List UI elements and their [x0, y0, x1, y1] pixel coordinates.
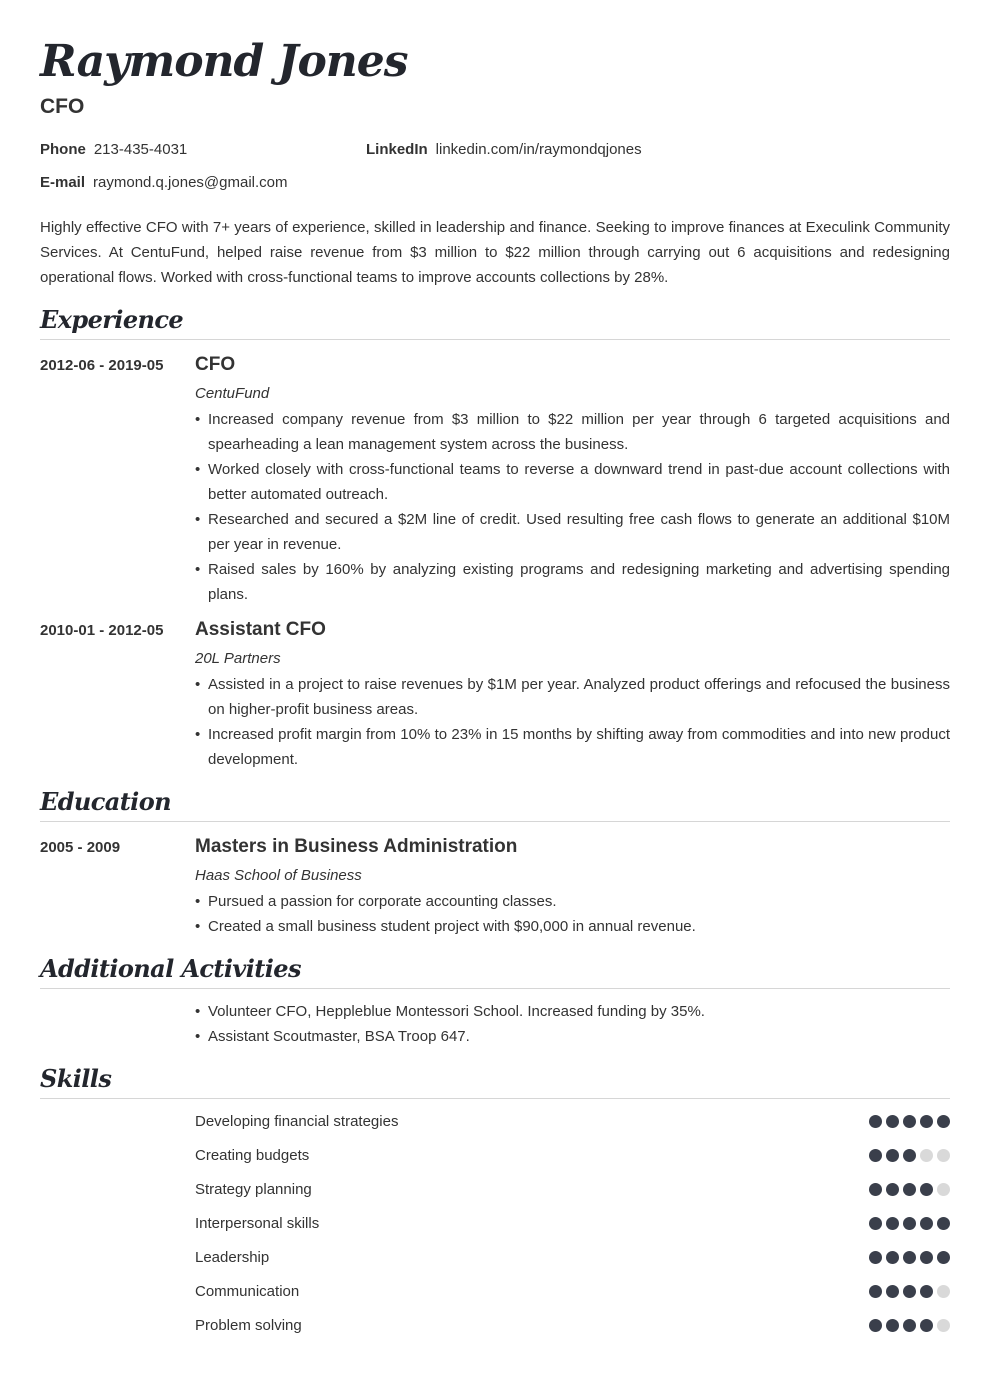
rating-dot-filled — [886, 1319, 899, 1332]
section-title-activities: Additional Activities — [40, 954, 301, 983]
skill-row — [195, 1180, 950, 1200]
rating-dot-filled — [920, 1183, 933, 1196]
skill-row — [195, 1112, 950, 1132]
rating-dot-filled — [903, 1217, 916, 1230]
skill-rating — [865, 1319, 950, 1333]
rating-dot-empty — [920, 1149, 933, 1162]
section-divider — [40, 821, 950, 822]
rating-dot-filled — [920, 1319, 933, 1332]
rating-dot-filled — [937, 1251, 950, 1264]
profile-summary: Highly effective CFO with 7+ years of experience, skilled in leadership and finance. Seeking to improve finances at Execulink Community Services. At CentuFund, helped raise revenue from $3 million to $22 million through carrying out 6 acquisitions and redesigning operational flows. Worked with cross-functional teams to improve accounts collections by 28%. — [40, 219, 950, 286]
experience-company: CentuFund — [195, 385, 270, 402]
rating-dot-filled — [903, 1115, 916, 1128]
list-item: • Created a small business student project with $90,000 in annual revenue. — [195, 914, 950, 939]
experience-dates: 2010-01 - 2012-05 — [40, 622, 164, 639]
education-degree: Masters in Business Administration — [195, 836, 518, 857]
list-item: • Volunteer CFO, Heppleblue Montessori School. Increased funding by 35%. — [195, 999, 950, 1024]
phone-value: 213-435-4031 — [93, 141, 188, 158]
experience-company: 20L Partners — [195, 650, 281, 667]
section-divider — [40, 339, 950, 340]
rating-dot-filled — [869, 1183, 882, 1196]
skill-rating — [865, 1251, 950, 1265]
experience-role: Assistant CFO — [195, 619, 326, 640]
contact-email — [40, 173, 288, 193]
list-item: • Researched and secured a $2M line of credit. Used resulting free cash flows to generate an additional $10M per year in revenue. — [195, 507, 950, 557]
skill-row — [195, 1146, 950, 1166]
list-item: • Pursued a passion for corporate accounting classes. — [195, 889, 950, 914]
rating-dot-filled — [903, 1149, 916, 1162]
list-item: • Assisted in a project to raise revenues by $1M per year. Analyzed product offerings and refocused the business on higher-profit business areas. — [195, 672, 950, 722]
experience-bullets — [195, 672, 950, 772]
email-label: E-mail — [40, 174, 86, 191]
candidate-title: CFO — [40, 95, 85, 118]
rating-dot-filled — [886, 1285, 899, 1298]
rating-dot-filled — [886, 1115, 899, 1128]
skill-rating — [865, 1285, 950, 1299]
skill-name: Problem solving — [195, 1317, 302, 1334]
phone-label: Phone — [40, 141, 86, 158]
list-item: • Increased company revenue from $3 million to $22 million per year through 6 targeted acquisitions and spearheading a lean management system across the business. — [195, 407, 950, 457]
activities-bullets — [195, 999, 950, 1049]
skill-name: Strategy planning — [195, 1181, 312, 1198]
rating-dot-filled — [903, 1183, 916, 1196]
rating-dot-filled — [869, 1149, 882, 1162]
rating-dot-filled — [920, 1285, 933, 1298]
experience-bullets — [195, 407, 950, 607]
skill-name: Interpersonal skills — [195, 1215, 320, 1232]
experience-dates: 2012-06 - 2019-05 — [40, 357, 164, 374]
rating-dot-filled — [903, 1319, 916, 1332]
section-divider — [40, 1098, 950, 1099]
section-title-education: Education — [40, 787, 171, 816]
rating-dot-filled — [869, 1251, 882, 1264]
list-item: • Worked closely with cross-functional teams to reverse a downward trend in past-due account collections with better automated outreach. — [195, 457, 950, 507]
skill-row — [195, 1282, 950, 1302]
list-item: • Increased profit margin from 10% to 23% in 15 months by shifting away from commodities and into new product development. — [195, 722, 950, 772]
education-dates: 2005 - 2009 — [40, 839, 121, 856]
rating-dot-filled — [886, 1183, 899, 1196]
skill-rating — [865, 1115, 950, 1129]
list-item: • Assistant Scoutmaster, BSA Troop 647. — [195, 1024, 950, 1049]
rating-dot-empty — [937, 1319, 950, 1332]
skill-name: Creating budgets — [195, 1147, 310, 1164]
education-bullets — [195, 889, 950, 939]
linkedin-label: LinkedIn — [366, 141, 428, 158]
education-school: Haas School of Business — [195, 867, 362, 884]
skill-name: Developing financial strategies — [195, 1113, 399, 1130]
skill-rating — [865, 1149, 950, 1163]
rating-dot-filled — [886, 1149, 899, 1162]
experience-role: CFO — [195, 354, 236, 375]
section-divider — [40, 988, 950, 989]
rating-dot-filled — [920, 1115, 933, 1128]
skill-row — [195, 1214, 950, 1234]
rating-dot-filled — [920, 1251, 933, 1264]
contact-linkedin — [366, 140, 642, 160]
list-item: • Raised sales by 160% by analyzing existing programs and redesigning marketing and advertising spending plans. — [195, 557, 950, 607]
rating-dot-filled — [869, 1115, 882, 1128]
skill-row — [195, 1248, 950, 1268]
email-value[interactable]: raymond.q.jones@gmail.com — [93, 174, 288, 191]
section-title-experience: Experience — [40, 305, 184, 334]
rating-dot-filled — [869, 1319, 882, 1332]
skill-rating — [865, 1183, 950, 1197]
rating-dot-filled — [903, 1285, 916, 1298]
skill-name: Leadership — [195, 1249, 270, 1266]
rating-dot-filled — [869, 1217, 882, 1230]
rating-dot-empty — [937, 1285, 950, 1298]
rating-dot-filled — [920, 1217, 933, 1230]
section-title-skills: Skills — [40, 1064, 112, 1093]
rating-dot-filled — [937, 1115, 950, 1128]
candidate-name: Raymond Jones — [40, 36, 408, 87]
skill-rating — [865, 1217, 950, 1231]
skill-row — [195, 1316, 950, 1336]
rating-dot-filled — [869, 1285, 882, 1298]
rating-dot-filled — [903, 1251, 916, 1264]
rating-dot-empty — [937, 1149, 950, 1162]
skill-name: Communication — [195, 1283, 300, 1300]
rating-dot-filled — [937, 1217, 950, 1230]
contact-phone — [40, 140, 187, 160]
rating-dot-filled — [886, 1217, 899, 1230]
linkedin-value[interactable]: linkedin.com/in/raymondqjones — [435, 141, 642, 158]
rating-dot-filled — [886, 1251, 899, 1264]
rating-dot-empty — [937, 1183, 950, 1196]
